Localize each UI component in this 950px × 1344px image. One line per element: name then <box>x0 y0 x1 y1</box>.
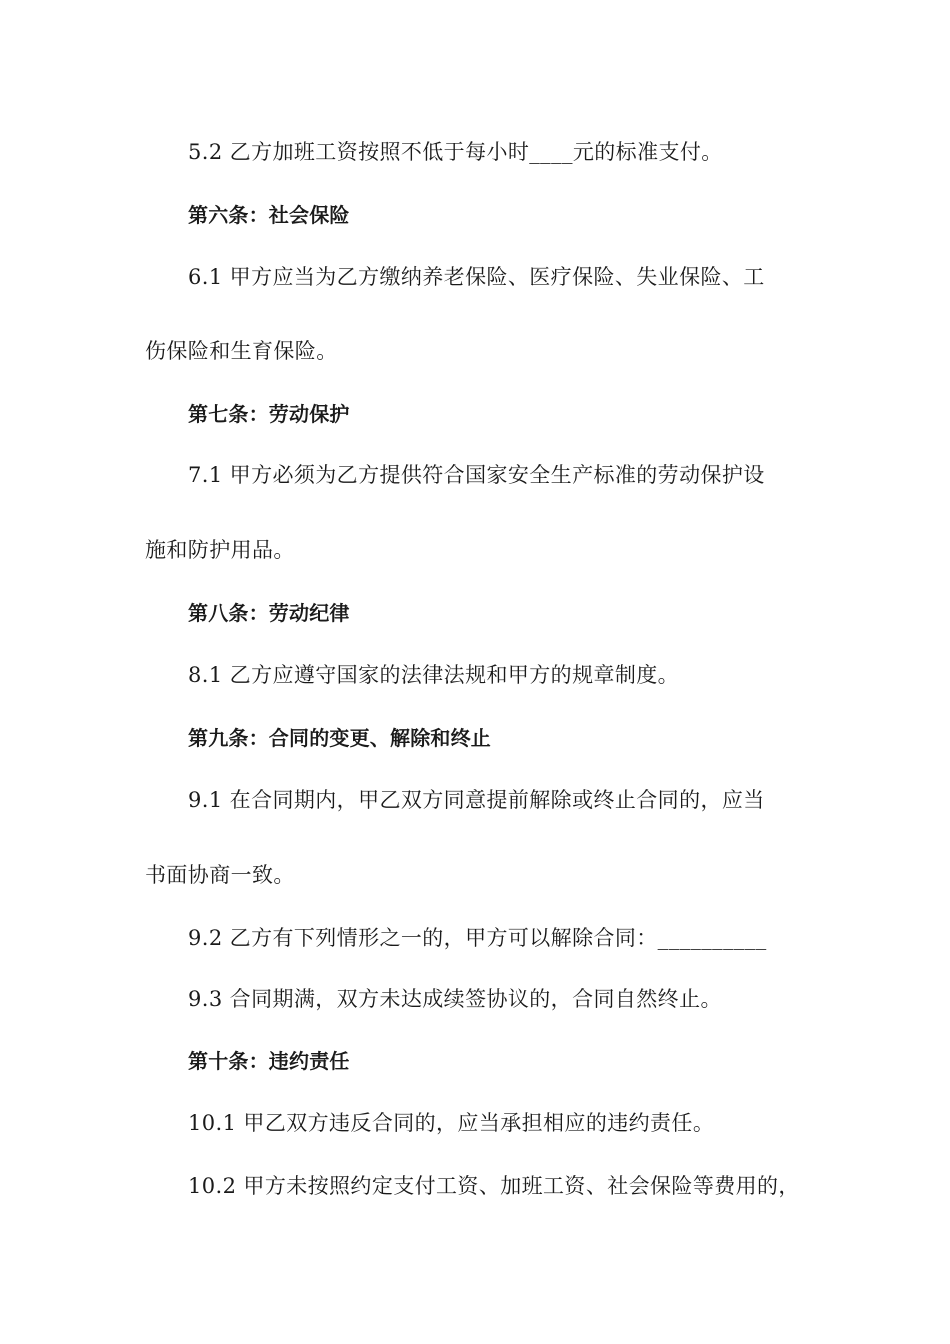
article-9-heading: 第九条：合同的变更、解除和终止 <box>188 726 491 750</box>
clause-9-2: 9.2 乙方有下列情形之一的，甲方可以解除合同：__________ <box>188 926 767 950</box>
clause-5-2: 5.2 乙方加班工资按照不低于每小时____元的标准支付。 <box>188 140 723 164</box>
article-7-heading: 第七条：劳动保护 <box>188 402 350 426</box>
clause-10-2: 10.2 甲方未按照约定支付工资、加班工资、社会保险等费用的， <box>188 1174 800 1198</box>
article-6-heading: 第六条：社会保险 <box>188 203 350 227</box>
clause-9-3: 9.3 合同期满，双方未达成续签协议的，合同自然终止。 <box>188 987 722 1011</box>
clause-7-1-line-1: 7.1 甲方必须为乙方提供符合国家安全生产标准的劳动保护设 <box>188 463 765 487</box>
clause-6-1-line-2: 伤保险和生育保险。 <box>145 339 338 363</box>
article-8-heading: 第八条：劳动纪律 <box>188 601 350 625</box>
article-10-heading: 第十条：违约责任 <box>188 1049 350 1073</box>
clause-9-1-line-1: 9.1 在合同期内，甲乙双方同意提前解除或终止合同的，应当 <box>188 788 765 812</box>
clause-10-1: 10.1 甲乙双方违反合同的，应当承担相应的违约责任。 <box>188 1111 715 1135</box>
clause-7-1-line-2: 施和防护用品。 <box>145 538 295 562</box>
clause-8-1: 8.1 乙方应遵守国家的法律法规和甲方的规章制度。 <box>188 663 680 687</box>
clause-9-1-line-2: 书面协商一致。 <box>145 863 295 887</box>
clause-6-1-line-1: 6.1 甲方应当为乙方缴纳养老保险、医疗保险、失业保险、工 <box>188 265 765 289</box>
